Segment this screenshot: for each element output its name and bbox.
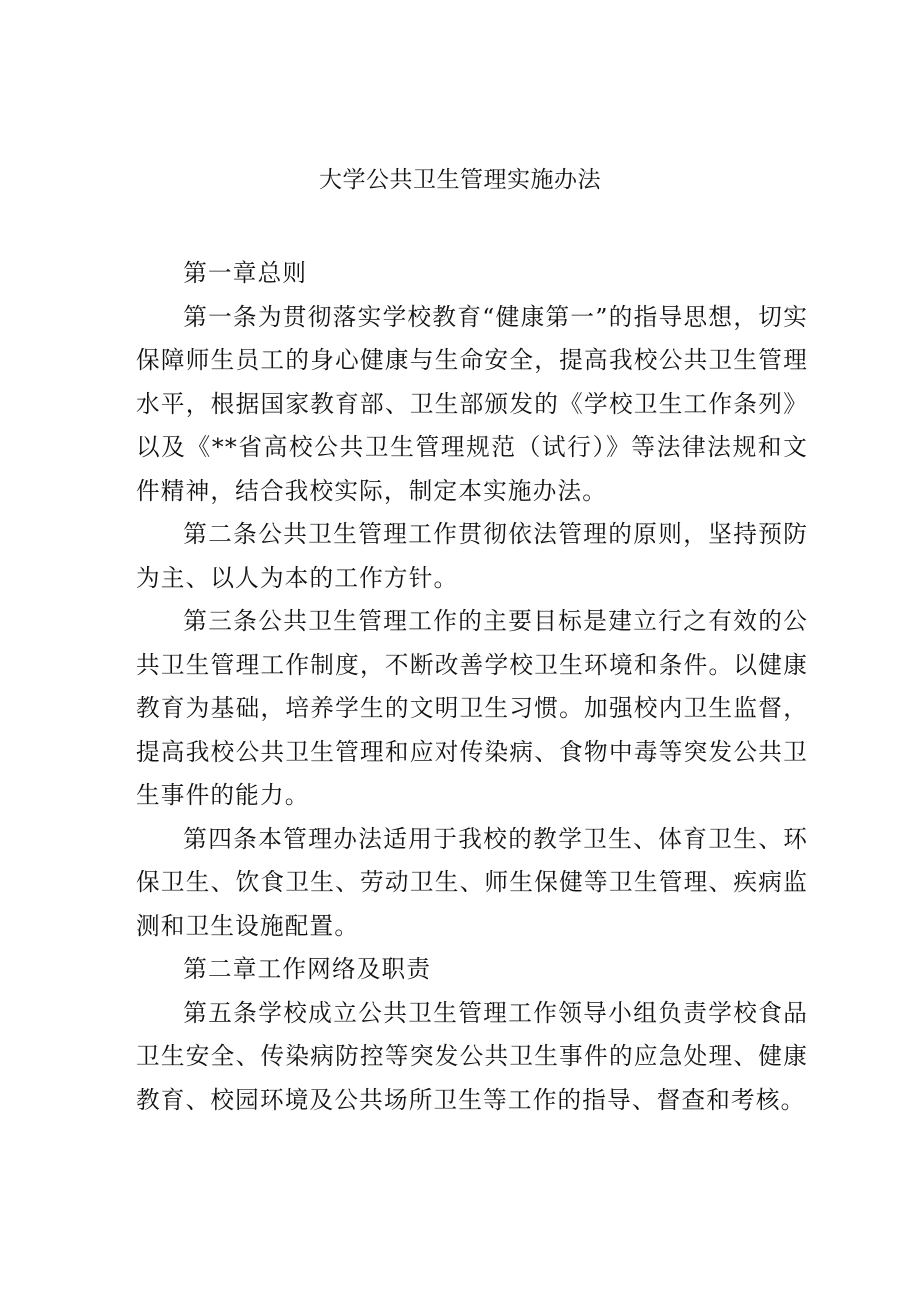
chapter-heading: 第二章工作网络及职责 — [183, 955, 432, 983]
article-paragraph: 第一条为贯彻落实学校教育“健康第一”的指导思想，切实保障师生员工的身心健康与生命安全，提高我校公共卫生管理水平，根据国家教育部、卫生部颁发的《学校卫生工作条列》以及《**省高校公共卫生管理规范（试行）》等法律法规和文件精神，结合我校实际，制定本实施办法。 — [136, 302, 808, 505]
chapter-heading: 第一章总则 — [183, 259, 308, 287]
article-paragraph: 第五条学校成立公共卫生管理工作领导小组负责学校食品卫生安全、传染病防控等突发公共卫生事件的应急处理、健康教育、校园环境及公共场所卫生等工作的指导、督查和考核。 — [136, 998, 808, 1114]
article-paragraph: 第二条公共卫生管理工作贯彻依法管理的原则，坚持预防为主、以人为本的工作方针。 — [136, 520, 808, 592]
article-paragraph: 第三条公共卫生管理工作的主要目标是建立行之有效的公共卫生管理工作制度，不断改善学校卫生环境和条件。以健康教育为基础，培养学生的文明卫生习惯。加强校内卫生监督，提高我校公共卫生管理和应对传染病、食物中毒等突发公共卫生事件的能力。 — [136, 607, 808, 809]
article-paragraph: 第四条本管理办法适用于我校的教学卫生、体育卫生、环保卫生、饮食卫生、劳动卫生、师生保健等卫生管理、疾病监测和卫生设施配置。 — [136, 824, 808, 940]
document-body — [136, 252, 808, 1122]
document-title: 大学公共卫生管理实施办法 — [319, 167, 601, 193]
